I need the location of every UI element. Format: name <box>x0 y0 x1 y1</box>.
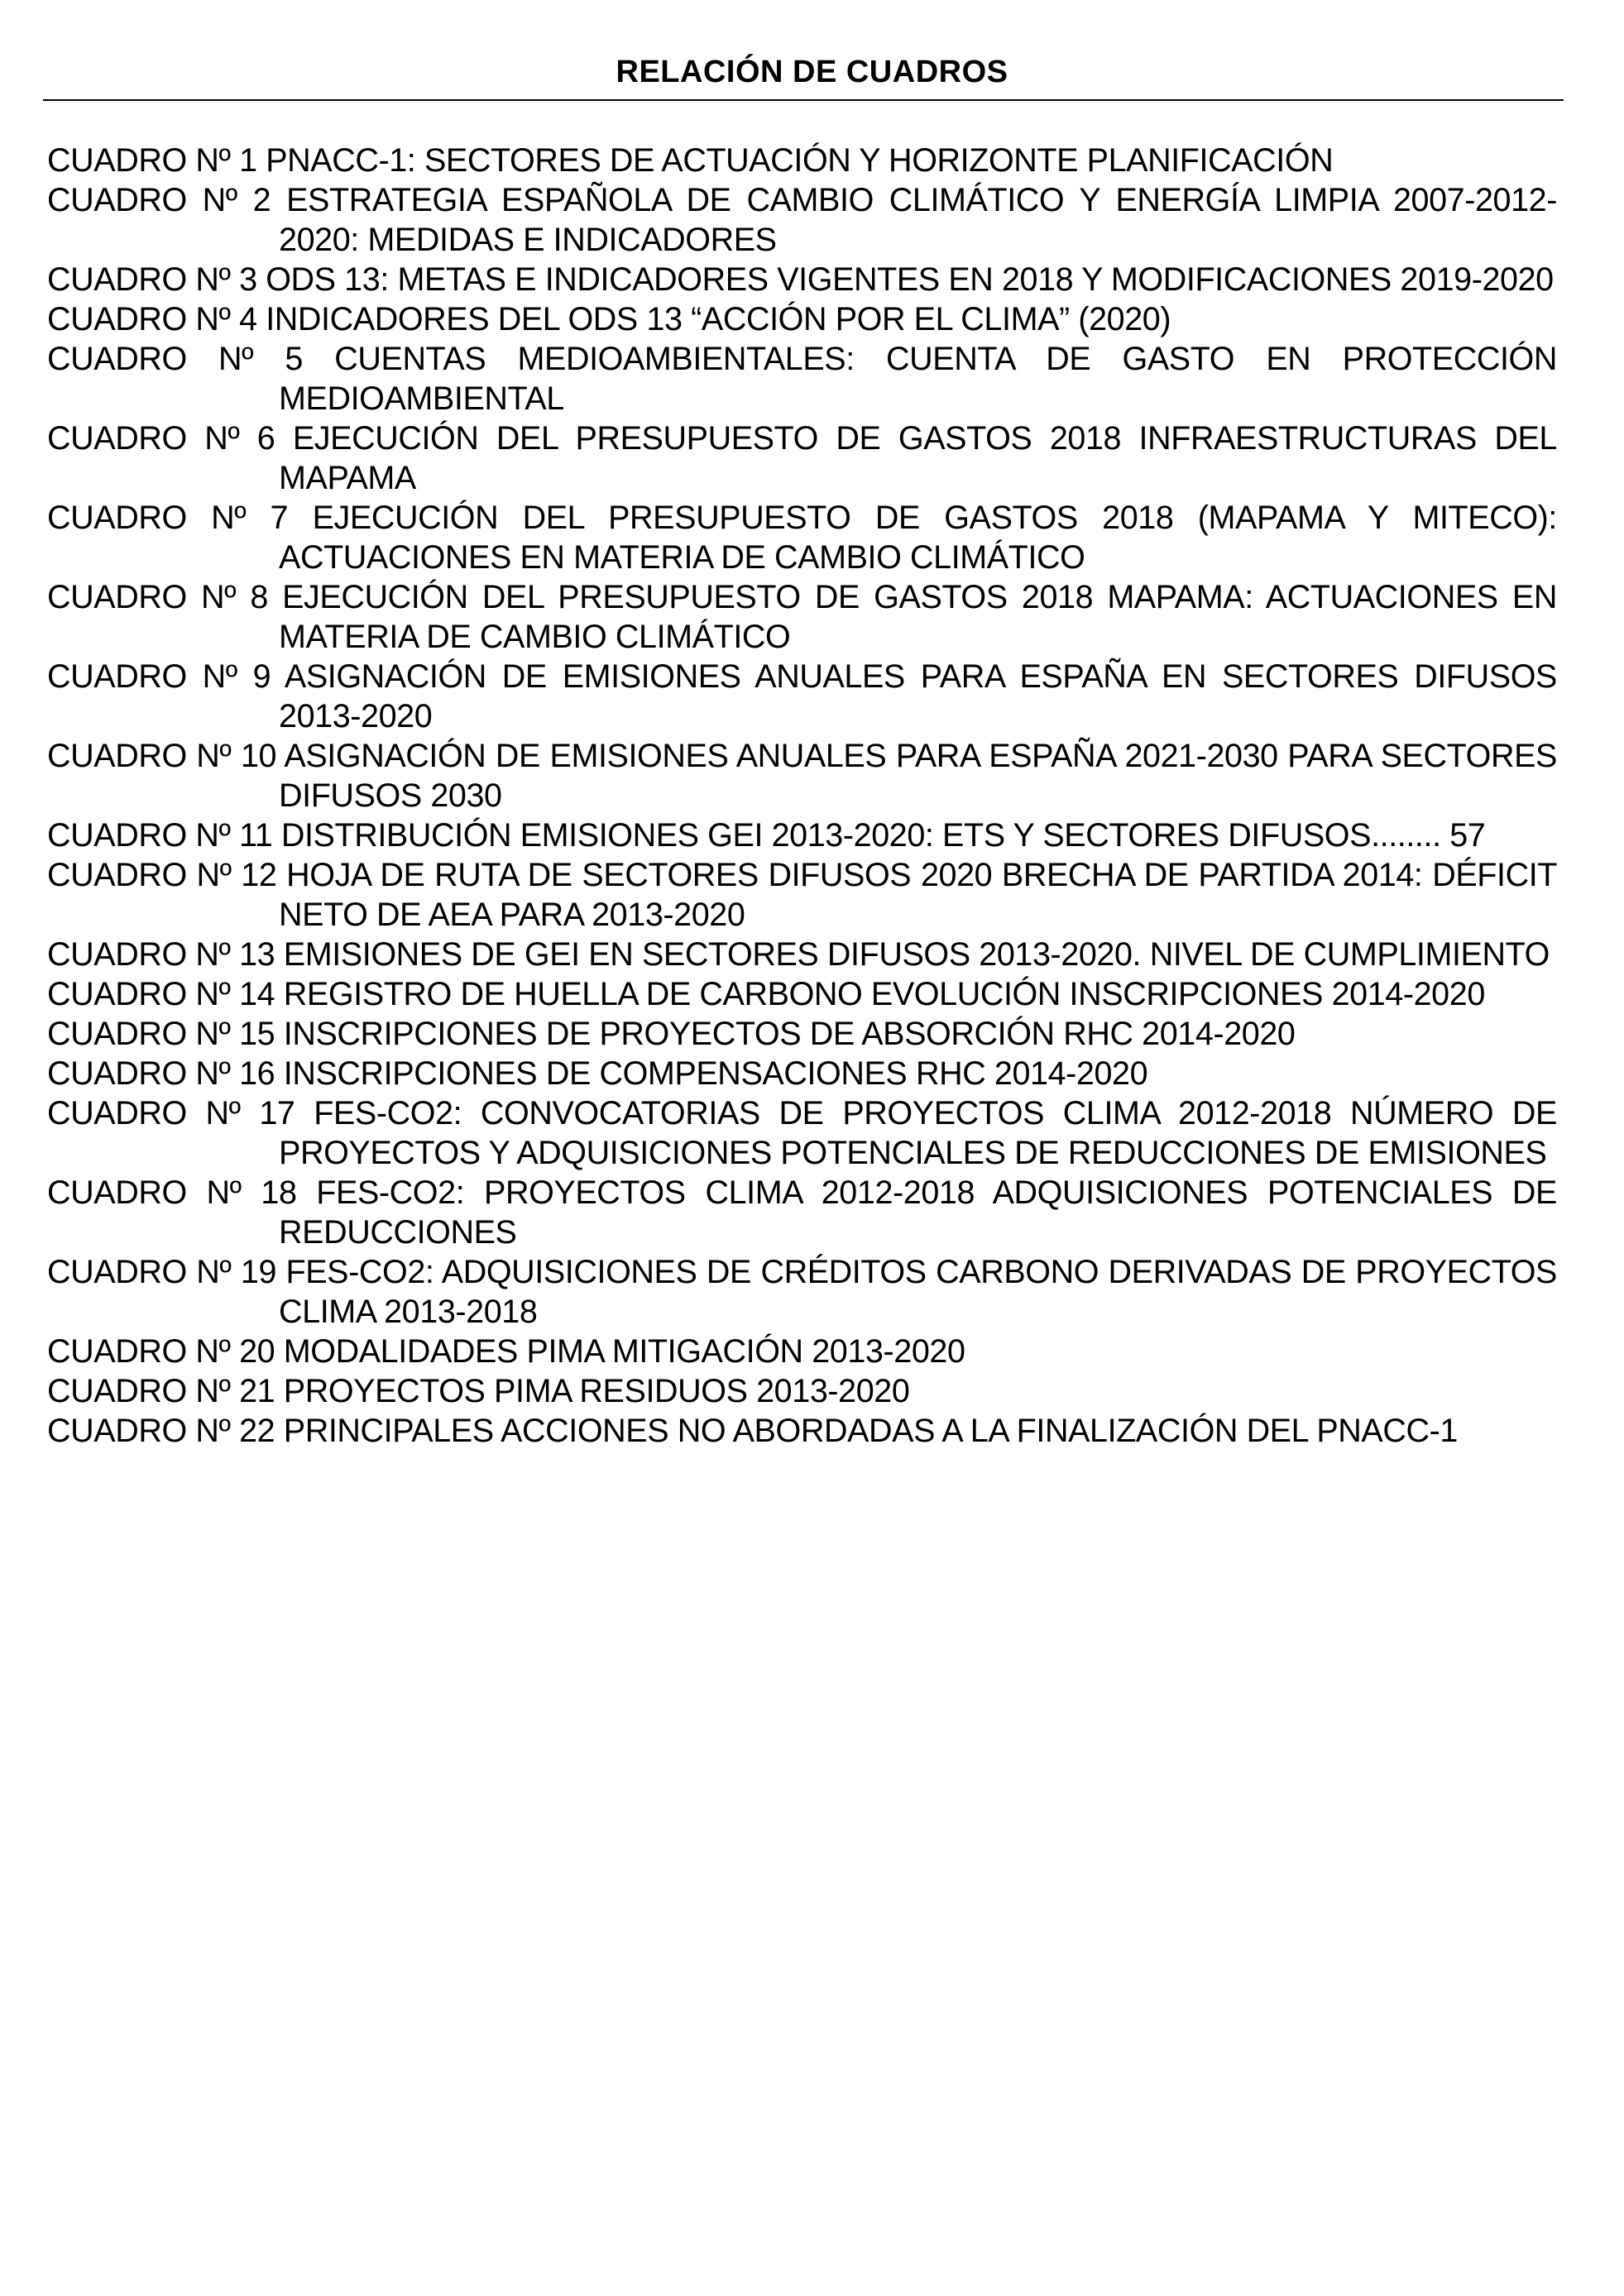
toc-entry-title: CUADRO Nº 12 HOJA DE RUTA DE SECTORES DIFUSOS 2020 BRECHA DE PARTIDA 2014: DÉFICIT NETO DE AEA PARA 2013-2020 <box>47 857 1557 933</box>
toc-entry-title: CUADRO Nº 10 ASIGNACIÓN DE EMISIONES ANUALES PARA ESPAÑA 2021-2030 PARA SECTORES DIFUSOS 2030 <box>47 738 1557 814</box>
toc-entry-title: CUADRO Nº 19 FES-CO2: ADQUISICIONES DE CRÉDITOS CARBONO DERIVADAS DE PROYECTOS CLIMA 2013-2018 <box>47 1254 1557 1330</box>
toc-entry-title: CUADRO Nº 17 FES-CO2: CONVOCATORIAS DE PROYECTOS CLIMA 2012-2018 NÚMERO DE PROYECTOS Y ADQUISICIONES POTENCIALES DE REDUCCIONES DE EMISIONES <box>47 1095 1557 1171</box>
toc-entry-title: CUADRO Nº 4 INDICADORES DEL ODS 13 “ACCIÓN POR EL CLIMA” (2020) <box>47 301 1171 337</box>
toc-entry-title: CUADRO Nº 21 PROYECTOS PIMA RESIDUOS 2013-2020 <box>47 1373 910 1409</box>
toc-entry-title: CUADRO Nº 5 CUENTAS MEDIOAMBIENTALES: CUENTA DE GASTO EN PROTECCIÓN MEDIOAMBIENTAL <box>47 341 1557 417</box>
toc-entry-title: CUADRO Nº 1 PNACC-1: SECTORES DE ACTUACIÓN Y HORIZONTE PLANIFICACIÓN <box>47 142 1334 179</box>
toc-entry[interactable] <box>47 816 1557 855</box>
toc-entry[interactable] <box>47 1252 1557 1332</box>
toc-entry[interactable] <box>47 339 1557 419</box>
toc-entry[interactable] <box>47 657 1557 736</box>
toc-entry[interactable] <box>47 498 1557 577</box>
toc-entry-title: CUADRO Nº 8 EJECUCIÓN DEL PRESUPUESTO DE GASTOS 2018 MAPAMA: ACTUACIONES EN MATERIA DE CAMBIO CLIMÁTICO <box>47 579 1557 655</box>
toc-entry[interactable] <box>47 1014 1557 1054</box>
toc-entry[interactable] <box>47 736 1557 816</box>
toc-entry-title: CUADRO Nº 18 FES-CO2: PROYECTOS CLIMA 2012-2018 ADQUISICIONES POTENCIALES DE REDUCCIONES <box>47 1174 1557 1251</box>
toc-entry[interactable] <box>47 974 1557 1014</box>
toc-entry-title: CUADRO Nº 22 PRINCIPALES ACCIONES NO ABORDADAS A LA FINALIZACIÓN DEL PNACC-1 <box>47 1413 1458 1449</box>
toc-entry[interactable] <box>47 299 1557 339</box>
toc-entry-title: CUADRO Nº 9 ASIGNACIÓN DE EMISIONES ANUALES PARA ESPAÑA EN SECTORES DIFUSOS 2013-2020 <box>47 658 1557 734</box>
toc-entry[interactable] <box>47 1173 1557 1252</box>
title-divider <box>43 99 1564 101</box>
toc-entry[interactable] <box>47 141 1557 180</box>
toc-entry-page-ref: ........ 57 <box>1371 817 1486 854</box>
toc-entry-title: CUADRO Nº 13 EMISIONES DE GEI EN SECTORES DIFUSOS 2013-2020. NIVEL DE CUMPLIMIENTO <box>47 936 1550 973</box>
toc-entry-title: CUADRO Nº 20 MODALIDADES PIMA MITIGACIÓN 2013-2020 <box>47 1333 965 1370</box>
toc-entry-title: CUADRO Nº 2 ESTRATEGIA ESPAÑOLA DE CAMBIO CLIMÁTICO Y ENERGÍA LIMPIA 2007-2012-2020: MEDIDAS E INDICADORES <box>47 182 1557 258</box>
toc-entry-title: CUADRO Nº 3 ODS 13: METAS E INDICADORES VIGENTES EN 2018 Y MODIFICACIONES 2019-2020 <box>47 261 1554 298</box>
toc-entry-title: CUADRO Nº 16 INSCRIPCIONES DE COMPENSACIONES RHC 2014-2020 <box>47 1055 1148 1092</box>
toc-entry[interactable] <box>47 260 1557 299</box>
toc-entry[interactable] <box>47 935 1557 974</box>
toc-entry[interactable] <box>47 1371 1557 1411</box>
toc-entry[interactable] <box>47 1054 1557 1093</box>
toc-entry[interactable] <box>47 1332 1557 1371</box>
toc-entry[interactable] <box>47 577 1557 657</box>
toc-entry-title: CUADRO Nº 14 REGISTRO DE HUELLA DE CARBONO EVOLUCIÓN INSCRIPCIONES 2014-2020 <box>47 976 1485 1012</box>
toc-entry[interactable] <box>47 419 1557 498</box>
toc-entry[interactable] <box>47 855 1557 935</box>
toc-entry[interactable] <box>47 1411 1557 1451</box>
page-title: RELACIÓN DE CUADROS <box>616 55 1008 89</box>
toc-entry-title: CUADRO Nº 15 INSCRIPCIONES DE PROYECTOS DE ABSORCIÓN RHC 2014-2020 <box>47 1016 1296 1052</box>
toc-entry[interactable] <box>47 1093 1557 1173</box>
toc-entry-title: CUADRO Nº 11 DISTRIBUCIÓN EMISIONES GEI 2013-2020: ETS Y SECTORES DIFUSOS <box>47 817 1372 854</box>
table-of-tables-list <box>47 141 1557 1451</box>
toc-entry[interactable] <box>47 180 1557 260</box>
toc-entry-title: CUADRO Nº 7 EJECUCIÓN DEL PRESUPUESTO DE GASTOS 2018 (MAPAMA Y MITECO): ACTUACIONES EN MATERIA DE CAMBIO CLIMÁTICO <box>47 500 1557 576</box>
toc-entry-title: CUADRO Nº 6 EJECUCIÓN DEL PRESUPUESTO DE GASTOS 2018 INFRAESTRUCTURAS DEL MAPAMA <box>47 420 1557 496</box>
